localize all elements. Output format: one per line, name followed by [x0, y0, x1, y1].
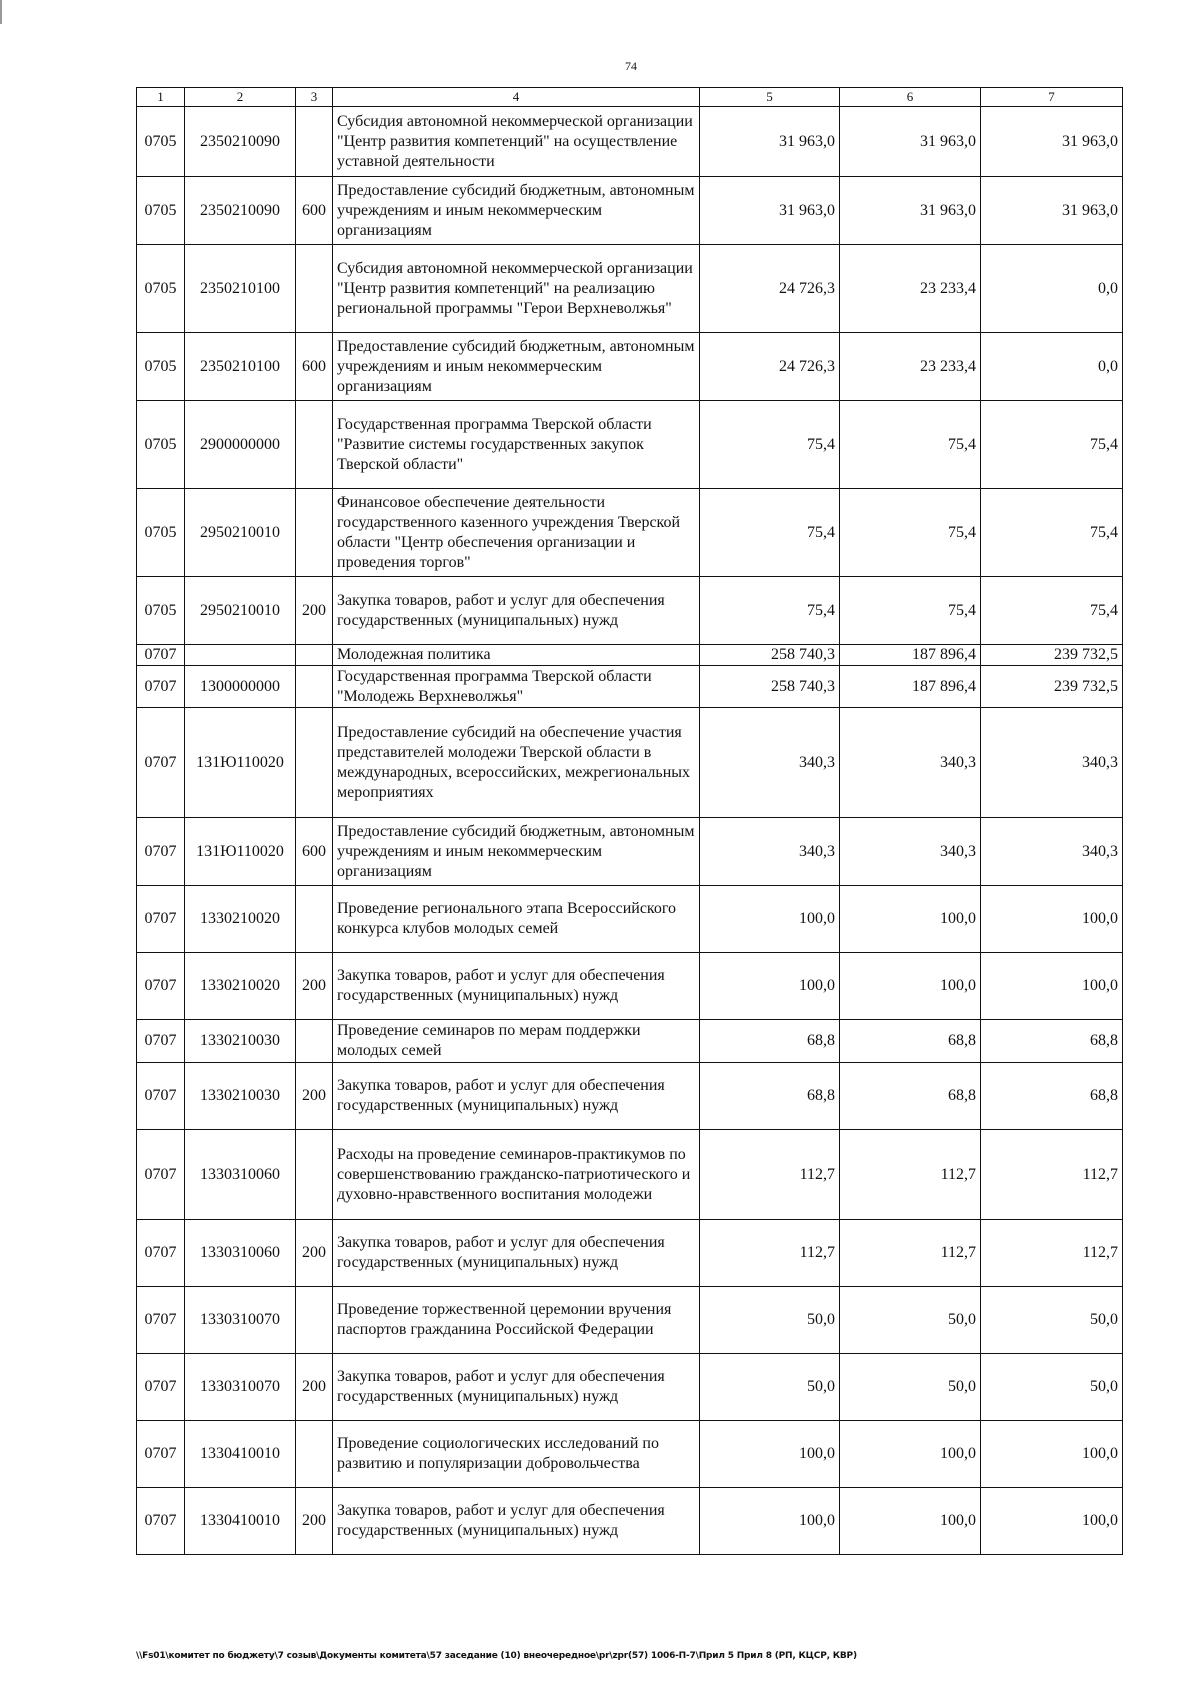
table-row — [137, 1130, 1123, 1220]
expense-type-cell: 200 — [296, 577, 333, 645]
amount-col5-cell: 100,0 — [700, 1488, 840, 1555]
description-cell: Предоставление субсидий бюджетным, автономным учреждениям и иным некоммерческим организациям — [333, 818, 700, 886]
amount-col6-cell: 187 896,4 — [840, 645, 981, 666]
amount-col7-cell: 50,0 — [981, 1354, 1123, 1421]
page-number: 74 — [625, 59, 637, 73]
amount-col7-cell: 68,8 — [981, 1063, 1123, 1130]
description-cell: Закупка товаров, работ и услуг для обеспечения государственных (муниципальных) нужд — [333, 577, 700, 645]
target-article-cell: 131Ю110020 — [185, 818, 296, 886]
section-code-cell: 0705 — [137, 489, 185, 577]
amount-col7-cell: 239 732,5 — [981, 645, 1123, 666]
target-article-cell: 2350210090 — [185, 177, 296, 245]
target-article-cell: 1330310060 — [185, 1130, 296, 1220]
table-row — [137, 818, 1123, 886]
section-code-cell: 0707 — [137, 1488, 185, 1555]
expense-type-cell: 600 — [296, 818, 333, 886]
description-cell: Государственная программа Тверской области "Развитие системы государственных закупок Тверской области" — [333, 401, 700, 489]
description-cell: Закупка товаров, работ и услуг для обеспечения государственных (муниципальных) нужд — [333, 953, 700, 1020]
expense-type-cell: 600 — [296, 177, 333, 245]
amount-col7-cell: 0,0 — [981, 245, 1123, 333]
table-row — [137, 1063, 1123, 1130]
section-code-cell: 0705 — [137, 245, 185, 333]
table-row — [137, 333, 1123, 401]
amount-col6-cell: 112,7 — [840, 1220, 981, 1287]
description-cell: Субсидия автономной некоммерческой организации "Центр развития компетенций" на осуществление уставной деятельности — [333, 107, 700, 177]
amount-col7-cell: 100,0 — [981, 953, 1123, 1020]
table-row — [137, 577, 1123, 645]
table-row — [137, 489, 1123, 577]
target-article-cell — [185, 645, 296, 666]
amount-col7-cell: 112,7 — [981, 1220, 1123, 1287]
target-article-cell: 1330210030 — [185, 1063, 296, 1130]
amount-col5-cell: 100,0 — [700, 953, 840, 1020]
amount-col5-cell: 68,8 — [700, 1020, 840, 1063]
table-row — [137, 708, 1123, 818]
expense-type-cell — [296, 1421, 333, 1488]
amount-col5-cell: 75,4 — [700, 577, 840, 645]
amount-col5-cell: 31 963,0 — [700, 177, 840, 245]
expense-type-cell — [296, 1020, 333, 1063]
table-row — [137, 886, 1123, 953]
expense-type-cell — [296, 645, 333, 666]
amount-col5-cell: 340,3 — [700, 708, 840, 818]
expense-type-cell — [296, 489, 333, 577]
amount-col5-cell: 100,0 — [700, 1421, 840, 1488]
budget-table — [136, 87, 1123, 1555]
target-article-cell: 1330310070 — [185, 1354, 296, 1421]
amount-col7-cell: 100,0 — [981, 1488, 1123, 1555]
expense-type-cell: 200 — [296, 1063, 333, 1130]
expense-type-cell: 200 — [296, 1488, 333, 1555]
amount-col6-cell: 31 963,0 — [840, 177, 981, 245]
amount-col5-cell: 340,3 — [700, 818, 840, 886]
amount-col5-cell: 258 740,3 — [700, 666, 840, 708]
table-row — [137, 1354, 1123, 1421]
amount-col5-cell: 258 740,3 — [700, 645, 840, 666]
target-article-cell: 2350210100 — [185, 333, 296, 401]
amount-col7-cell: 75,4 — [981, 577, 1123, 645]
section-code-cell: 0705 — [137, 577, 185, 645]
target-article-cell: 1330310070 — [185, 1287, 296, 1354]
amount-col5-cell: 24 726,3 — [700, 333, 840, 401]
file-path-footer: \\Fs01\комитет по бюджету\7 созыв\Документы комитета\57 заседание (10) внеочередное\pr\zpr(57) 1006-П-7\Прил 5 Прил 8 (РП, КЦСР, КВР) — [136, 1651, 857, 1661]
expense-type-cell — [296, 666, 333, 708]
expense-type-cell — [296, 1130, 333, 1220]
column-header: 3 — [296, 88, 333, 107]
target-article-cell: 1330210030 — [185, 1020, 296, 1063]
column-number-row — [137, 88, 1123, 107]
table-row — [137, 666, 1123, 708]
amount-col7-cell: 50,0 — [981, 1287, 1123, 1354]
amount-col6-cell: 187 896,4 — [840, 666, 981, 708]
scan-edge-mark — [0, 0, 2, 24]
amount-col6-cell: 100,0 — [840, 953, 981, 1020]
table-row — [137, 1421, 1123, 1488]
section-code-cell: 0707 — [137, 1354, 185, 1421]
description-cell: Финансовое обеспечение деятельности государственного казенного учреждения Тверской области "Центр обеспечения организации и проведения торгов" — [333, 489, 700, 577]
amount-col7-cell: 239 732,5 — [981, 666, 1123, 708]
target-article-cell: 1330210020 — [185, 886, 296, 953]
amount-col5-cell: 100,0 — [700, 886, 840, 953]
amount-col7-cell: 75,4 — [981, 489, 1123, 577]
amount-col5-cell: 24 726,3 — [700, 245, 840, 333]
table-row — [137, 245, 1123, 333]
section-code-cell: 0707 — [137, 886, 185, 953]
amount-col6-cell: 75,4 — [840, 577, 981, 645]
section-code-cell: 0707 — [137, 666, 185, 708]
expense-type-cell — [296, 708, 333, 818]
section-code-cell: 0707 — [137, 645, 185, 666]
table-row — [137, 1287, 1123, 1354]
description-cell: Субсидия автономной некоммерческой организации "Центр развития компетенций" на реализацию региональной программы "Герои Верхневолжья" — [333, 245, 700, 333]
target-article-cell: 2900000000 — [185, 401, 296, 489]
amount-col7-cell: 31 963,0 — [981, 107, 1123, 177]
description-cell: Проведение регионального этапа Всероссийского конкурса клубов молодых семей — [333, 886, 700, 953]
amount-col6-cell: 340,3 — [840, 708, 981, 818]
target-article-cell: 2950210010 — [185, 577, 296, 645]
section-code-cell: 0707 — [137, 708, 185, 818]
description-cell: Закупка товаров, работ и услуг для обеспечения государственных (муниципальных) нужд — [333, 1488, 700, 1555]
table-row — [137, 645, 1123, 666]
description-cell: Закупка товаров, работ и услуг для обеспечения государственных (муниципальных) нужд — [333, 1063, 700, 1130]
expense-type-cell: 200 — [296, 1220, 333, 1287]
amount-col5-cell: 31 963,0 — [700, 107, 840, 177]
target-article-cell: 2950210010 — [185, 489, 296, 577]
description-cell: Проведение торжественной церемонии вручения паспортов гражданина Российской Федерации — [333, 1287, 700, 1354]
amount-col7-cell: 340,3 — [981, 818, 1123, 886]
expense-type-cell — [296, 886, 333, 953]
amount-col6-cell: 100,0 — [840, 1488, 981, 1555]
amount-col7-cell: 340,3 — [981, 708, 1123, 818]
amount-col6-cell: 75,4 — [840, 489, 981, 577]
amount-col6-cell: 23 233,4 — [840, 333, 981, 401]
section-code-cell: 0707 — [137, 1130, 185, 1220]
amount-col5-cell: 50,0 — [700, 1287, 840, 1354]
table-row — [137, 1220, 1123, 1287]
expense-type-cell: 200 — [296, 1354, 333, 1421]
amount-col5-cell: 68,8 — [700, 1063, 840, 1130]
target-article-cell: 1330210020 — [185, 953, 296, 1020]
target-article-cell: 1330410010 — [185, 1488, 296, 1555]
amount-col5-cell: 112,7 — [700, 1220, 840, 1287]
table-row — [137, 107, 1123, 177]
amount-col6-cell: 23 233,4 — [840, 245, 981, 333]
amount-col6-cell: 50,0 — [840, 1287, 981, 1354]
column-header: 4 — [333, 88, 700, 107]
description-cell: Предоставление субсидий бюджетным, автономным учреждениям и иным некоммерческим организациям — [333, 177, 700, 245]
amount-col7-cell: 31 963,0 — [981, 177, 1123, 245]
section-code-cell: 0707 — [137, 1020, 185, 1063]
amount-col5-cell: 50,0 — [700, 1354, 840, 1421]
section-code-cell: 0707 — [137, 1220, 185, 1287]
target-article-cell: 2350210090 — [185, 107, 296, 177]
column-header: 6 — [840, 88, 981, 107]
description-cell: Закупка товаров, работ и услуг для обеспечения государственных (муниципальных) нужд — [333, 1354, 700, 1421]
amount-col6-cell: 75,4 — [840, 401, 981, 489]
amount-col7-cell: 112,7 — [981, 1130, 1123, 1220]
amount-col6-cell: 50,0 — [840, 1354, 981, 1421]
table-row — [137, 1020, 1123, 1063]
description-cell: Проведение семинаров по мерам поддержки молодых семей — [333, 1020, 700, 1063]
expense-type-cell — [296, 107, 333, 177]
amount-col6-cell: 68,8 — [840, 1063, 981, 1130]
target-article-cell: 2350210100 — [185, 245, 296, 333]
description-cell: Закупка товаров, работ и услуг для обеспечения государственных (муниципальных) нужд — [333, 1220, 700, 1287]
section-code-cell: 0705 — [137, 177, 185, 245]
amount-col5-cell: 75,4 — [700, 489, 840, 577]
expense-type-cell — [296, 401, 333, 489]
section-code-cell: 0707 — [137, 1063, 185, 1130]
amount-col7-cell: 100,0 — [981, 1421, 1123, 1488]
column-header: 7 — [981, 88, 1123, 107]
expense-type-cell: 200 — [296, 953, 333, 1020]
expense-type-cell: 600 — [296, 333, 333, 401]
amount-col6-cell: 112,7 — [840, 1130, 981, 1220]
expense-type-cell — [296, 1287, 333, 1354]
amount-col7-cell: 68,8 — [981, 1020, 1123, 1063]
section-code-cell: 0705 — [137, 401, 185, 489]
description-cell: Предоставление субсидий на обеспечение участия представителей молодежи Тверской области в международных, всероссийских, межрегиональных мероприятиях — [333, 708, 700, 818]
amount-col6-cell: 31 963,0 — [840, 107, 981, 177]
table-row — [137, 953, 1123, 1020]
section-code-cell: 0705 — [137, 107, 185, 177]
section-code-cell: 0705 — [137, 333, 185, 401]
section-code-cell: 0707 — [137, 1287, 185, 1354]
expense-type-cell — [296, 245, 333, 333]
amount-col6-cell: 340,3 — [840, 818, 981, 886]
description-cell: Расходы на проведение семинаров-практикумов по совершенствованию гражданско-патриотического и духовно-нравственного воспитания молодежи — [333, 1130, 700, 1220]
amount-col6-cell: 68,8 — [840, 1020, 981, 1063]
table-row — [137, 1488, 1123, 1555]
table-row — [137, 177, 1123, 245]
amount-col5-cell: 112,7 — [700, 1130, 840, 1220]
amount-col6-cell: 100,0 — [840, 886, 981, 953]
target-article-cell: 1300000000 — [185, 666, 296, 708]
description-cell: Государственная программа Тверской области "Молодежь Верхневолжья" — [333, 666, 700, 708]
table-row — [137, 401, 1123, 489]
column-header: 1 — [137, 88, 185, 107]
column-header: 5 — [700, 88, 840, 107]
section-code-cell: 0707 — [137, 953, 185, 1020]
section-code-cell: 0707 — [137, 1421, 185, 1488]
target-article-cell: 1330410010 — [185, 1421, 296, 1488]
amount-col7-cell: 100,0 — [981, 886, 1123, 953]
amount-col5-cell: 75,4 — [700, 401, 840, 489]
section-code-cell: 0707 — [137, 818, 185, 886]
target-article-cell: 131Ю110020 — [185, 708, 296, 818]
description-cell: Предоставление субсидий бюджетным, автономным учреждениям и иным некоммерческим организациям — [333, 333, 700, 401]
amount-col7-cell: 0,0 — [981, 333, 1123, 401]
description-cell: Проведение социологических исследований по развитию и популяризации добровольчества — [333, 1421, 700, 1488]
amount-col6-cell: 100,0 — [840, 1421, 981, 1488]
target-article-cell: 1330310060 — [185, 1220, 296, 1287]
column-header: 2 — [185, 88, 296, 107]
amount-col7-cell: 75,4 — [981, 401, 1123, 489]
description-cell: Молодежная политика — [333, 645, 700, 666]
